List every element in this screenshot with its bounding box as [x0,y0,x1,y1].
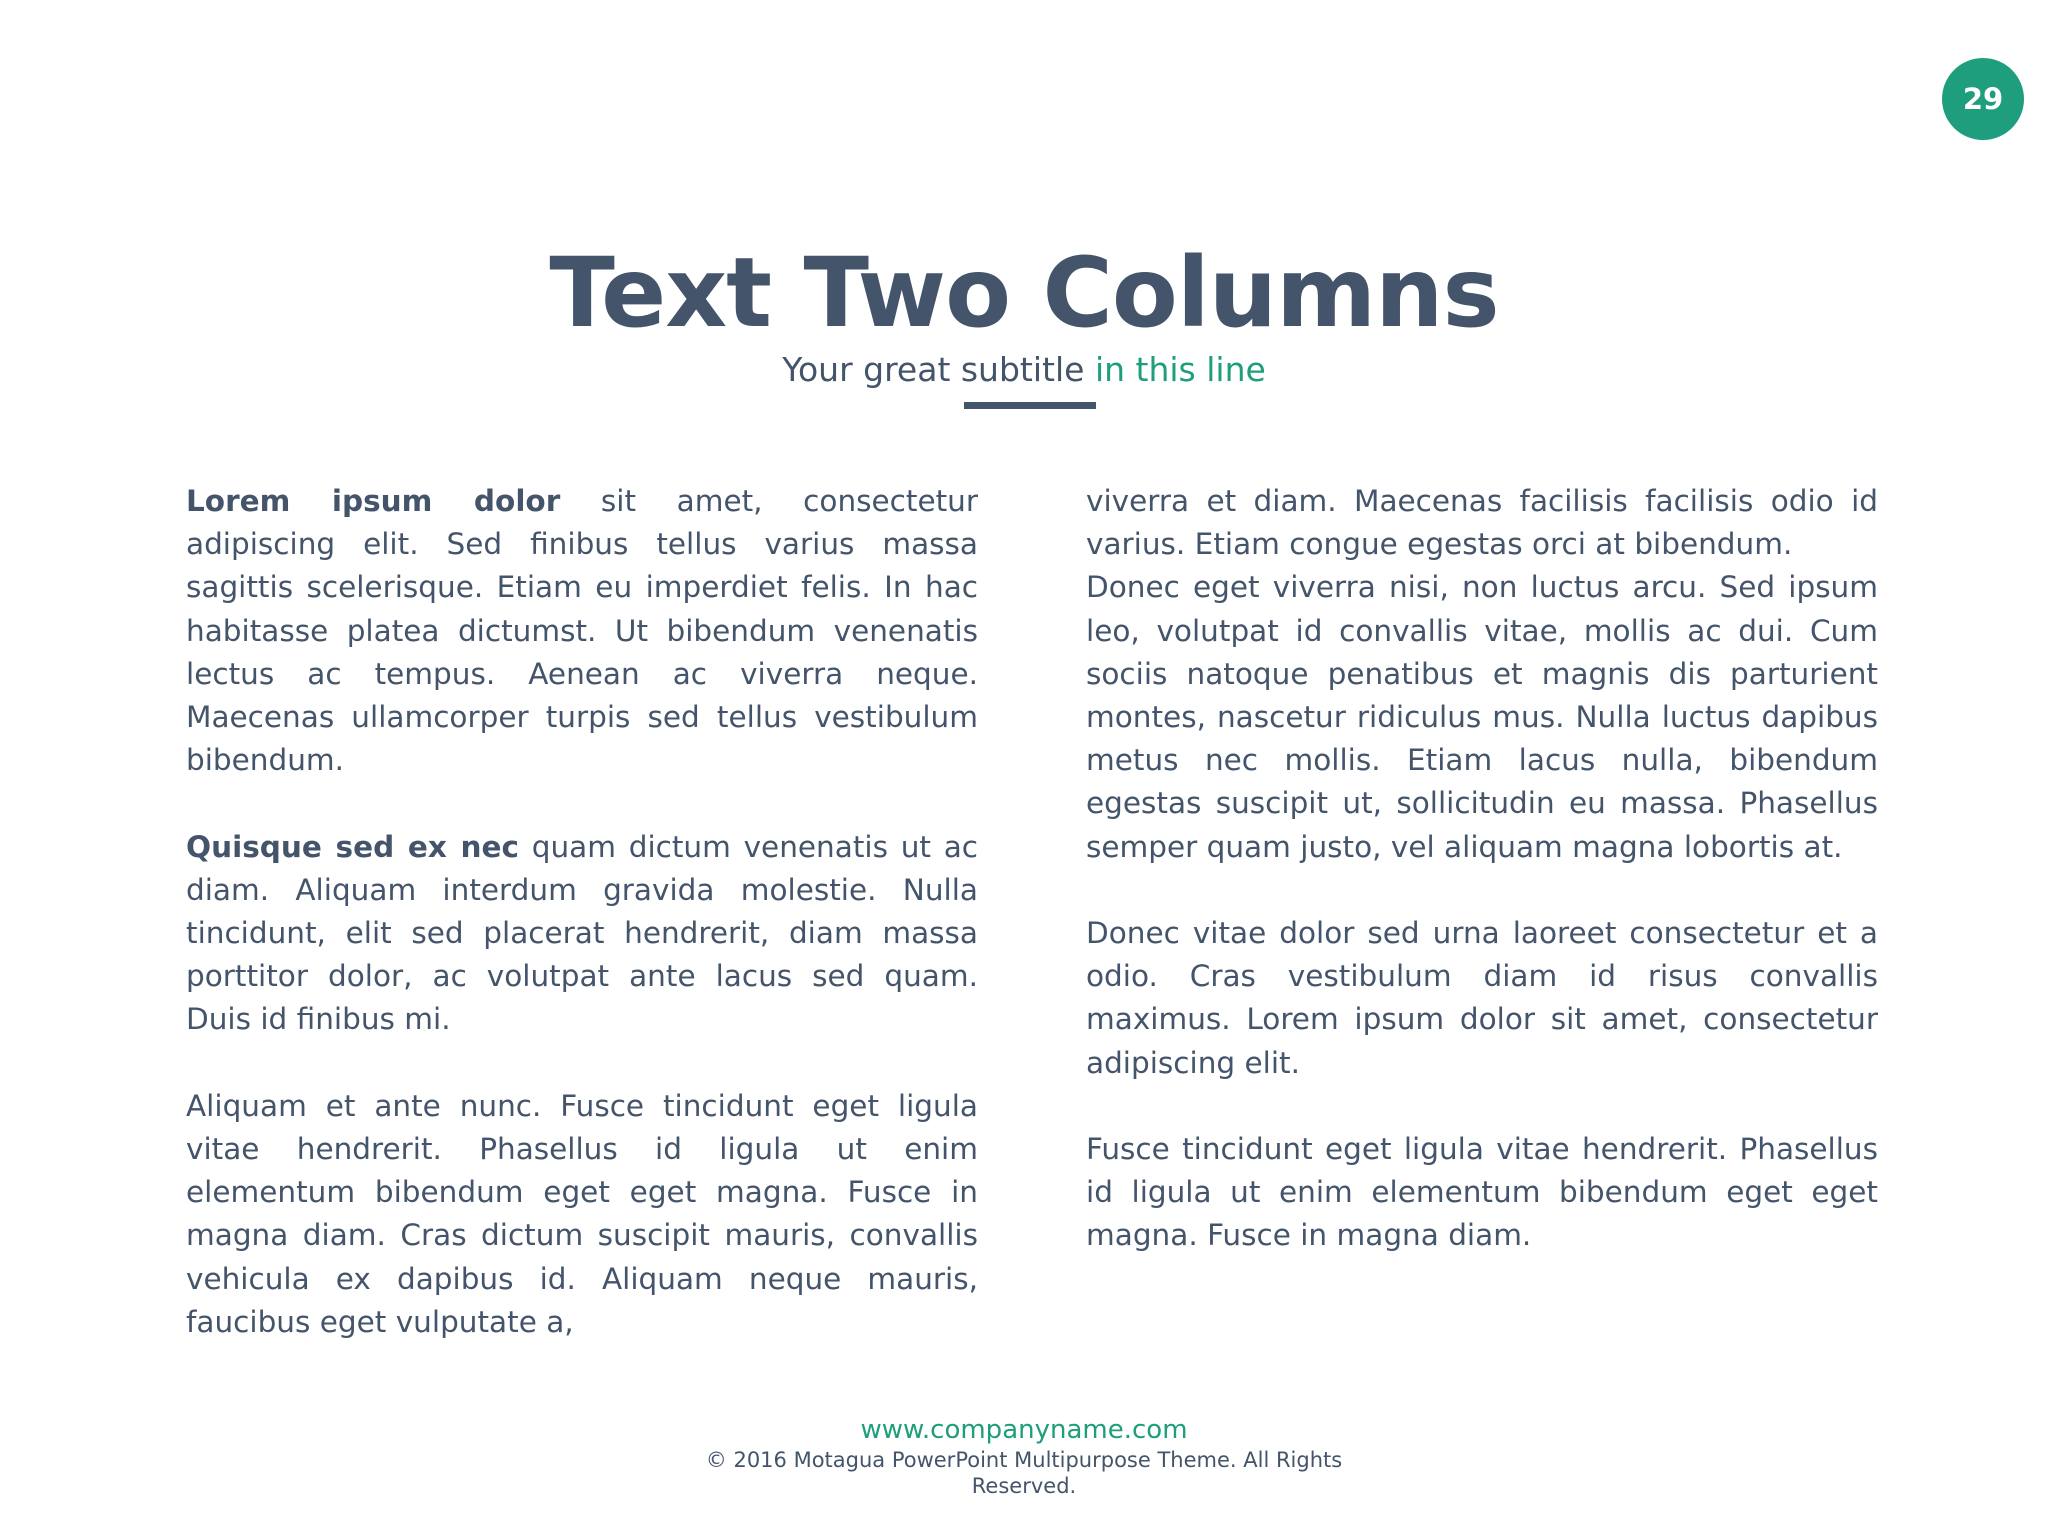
slide-subtitle [0,350,2048,390]
left-paragraph-2-lead: Quisque sed ex nec [186,829,519,864]
right-paragraph-1: viverra et diam. Maecenas facilisis facilisis odio id varius. Etiam congue egestas orci at bibendum. [1086,484,1878,562]
left-paragraph-2-body: quam dictum venenatis ut ac diam. Aliquam interdum gravida molestie. Nulla tincidunt, elit sed placerat hendrerit, diam massa porttitor dolor, ac volutpat ante lacus sed quam. Duis id finibus mi. [186,829,978,1037]
right-paragraph-2: Donec eget viverra nisi, non luctus arcu. Sed ipsum leo, volutpat id convallis vitae, mollis ac dui. Cum sociis natoque penatibus et magnis dis parturient montes, nascetur ridiculus mus. Nulla luctus dapibus metus nec mollis. Etiam lacus nulla, bibendum egestas suscipit ut, sollicitudin eu massa. Phasellus semper quam justo, vel aliquam magna lobortis at. [1086,570,1878,864]
page-number: 29 [1962,82,2004,116]
page-number-badge [1942,58,2024,140]
left-text-column [186,480,978,1344]
footer-website-link[interactable]: www.companyname.com [860,1415,1188,1445]
title-underline-divider [964,402,1096,409]
left-paragraph-1 [186,480,978,782]
right-text-column [1086,480,1878,1258]
left-paragraph-1-body: sit amet, consectetur adipiscing elit. Sed finibus tellus varius massa sagittis scelerisque. Etiam eu imperdiet felis. In hac habitasse platea dictumst. Ut bibendum venenatis lectus ac tempus. Aenean ac viverra neque. Maecenas ullamcorper turpis sed tellus vestibulum bibendum. [186,484,978,778]
left-paragraph-1-lead: Lorem ipsum dolor [186,484,561,518]
left-paragraph-2 [186,826,978,1042]
subtitle-accent: in this line [1094,350,1266,389]
right-paragraph-4: Fusce tincidunt eget ligula vitae hendrerit. Phasellus id ligula ut enim elementum bibendum eget eget magna. Fusce in magna diam. [1086,1132,1878,1253]
footer-copyright: © 2016 Motagua PowerPoint Multipurpose Theme. All Rights Reserved. [705,1448,1343,1498]
right-paragraph-3: Donec vitae dolor sed urna laoreet consectetur et a odio. Cras vestibulum diam id risus convallis maximus. Lorem ipsum dolor sit amet, consectetur adipiscing elit. [1086,916,1878,1080]
slide-title: Text Two Columns [549,237,1499,349]
subtitle-main: Your great subtitle [782,350,1085,389]
left-paragraph-3: Aliquam et ante nunc. Fusce tincidunt eget ligula vitae hendrerit. Phasellus id ligula ut enim elementum bibendum eget eget magna. Fusce in magna diam. Cras dictum suscipit mauris, convallis vehicula ex dapibus id. Aliquam neque mauris, faucibus eget vulputate a, [186,1088,978,1339]
